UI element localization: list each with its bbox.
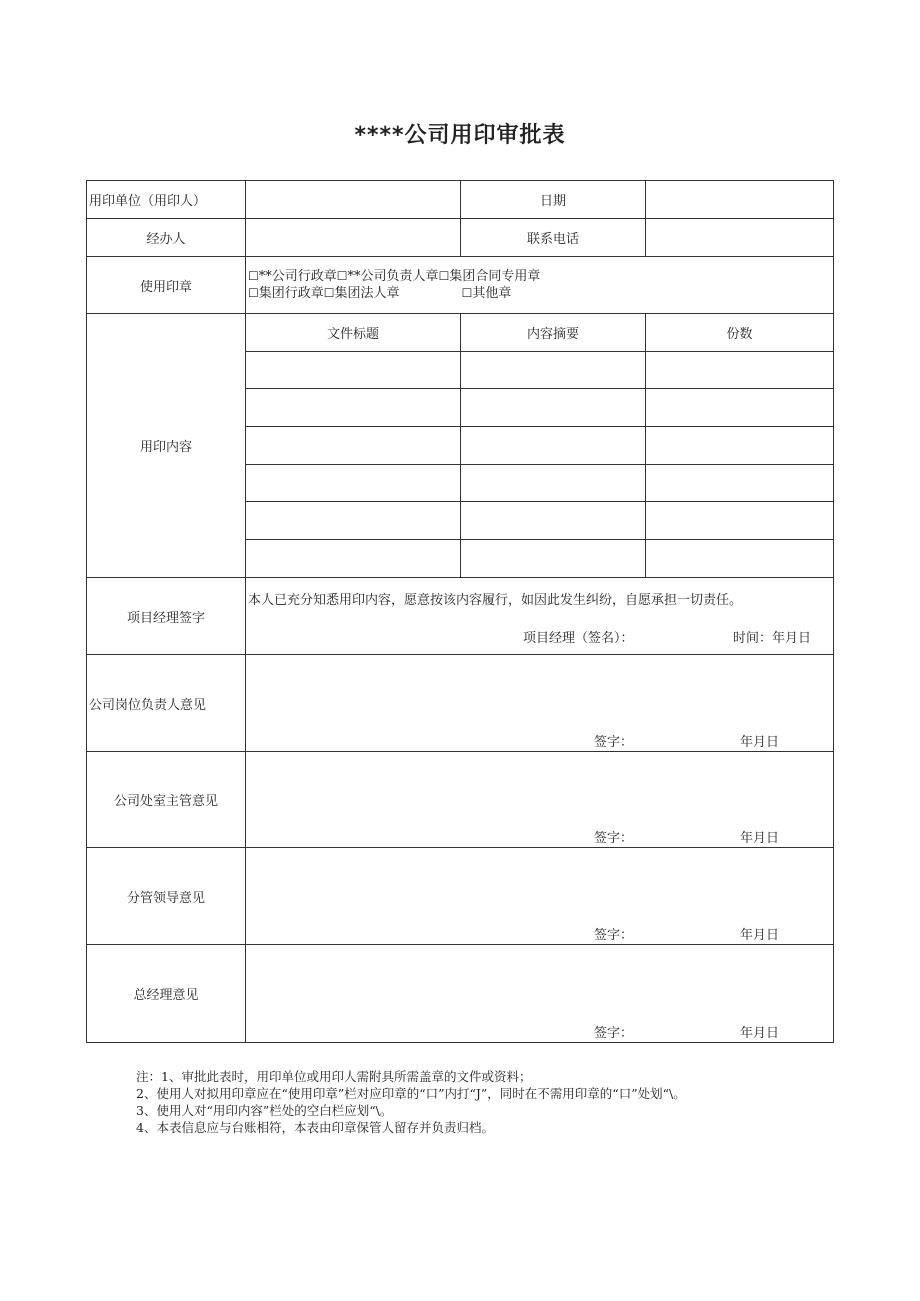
- opinion-field-vice-leader[interactable]: [246, 848, 834, 945]
- seal-label: 使用印章: [87, 257, 246, 314]
- signature-label: 签字：: [594, 735, 634, 750]
- content-header-copies: 份数: [646, 314, 834, 352]
- checkbox-icon[interactable]: ☐: [248, 269, 259, 283]
- checkbox-icon[interactable]: ☐: [438, 269, 450, 283]
- pm-signature-label: 项目经理签字: [87, 578, 246, 655]
- phone-label: 联系电话: [461, 219, 646, 257]
- signature-date: 年月日: [740, 735, 780, 750]
- handler-label: 经办人: [87, 219, 246, 257]
- seal-option-group-admin[interactable]: ☐集团行政章: [248, 286, 324, 301]
- opinion-field-office-head[interactable]: [246, 752, 834, 848]
- content-cell-copies[interactable]: [646, 389, 834, 427]
- seal-option-company-head[interactable]: ☐**公司负责人章: [336, 269, 439, 284]
- seal-option-other[interactable]: ☐其他章: [461, 286, 512, 301]
- seal-options: [246, 257, 834, 314]
- content-cell-copies[interactable]: [646, 502, 834, 540]
- opinion-label-general-manager: 总经理意见: [87, 945, 246, 1043]
- content-cell-summary[interactable]: [461, 465, 646, 502]
- handler-field[interactable]: [246, 219, 461, 257]
- content-header-title: 文件标题: [246, 314, 461, 352]
- note-line: 注：1、审批此表时，用印单位或用印人需附具所需盖章的文件或资料；: [136, 1069, 532, 1084]
- note-line: 2、使用人对拟用印章应在“使用印章”栏对应印章的“口”内打“J”，同时在不需用印章的“口”处划“\。: [136, 1086, 686, 1101]
- content-cell-title[interactable]: [246, 352, 461, 389]
- content-cell-title[interactable]: [246, 540, 461, 578]
- opinion-label-office-head: 公司处室主管意见: [87, 752, 246, 848]
- signature-date: 年月日: [740, 831, 780, 846]
- opinion-field-general-manager[interactable]: [246, 945, 834, 1043]
- content-label: 用印内容: [87, 314, 246, 578]
- note-line: 3、使用人对“用印内容”栏处的空白栏应划“\。: [136, 1103, 393, 1118]
- content-header-summary: 内容摘要: [461, 314, 646, 352]
- signature-date: 年月日: [740, 1026, 780, 1041]
- content-cell-title[interactable]: [246, 465, 461, 502]
- applicant-field[interactable]: [246, 181, 461, 219]
- pm-time-label: 时间：年月日: [733, 631, 812, 646]
- content-cell-summary[interactable]: [461, 389, 646, 427]
- signature-label: 签字：: [594, 831, 634, 846]
- opinion-field-post-head[interactable]: [246, 655, 834, 752]
- checkbox-icon[interactable]: ☐: [323, 286, 335, 300]
- checkbox-icon[interactable]: ☐: [336, 269, 348, 283]
- content-cell-summary[interactable]: [461, 502, 646, 540]
- opinion-label-vice-leader: 分管领导意见: [87, 848, 246, 945]
- seal-option-company-admin[interactable]: ☐**公司行政章: [248, 269, 337, 284]
- content-cell-summary[interactable]: [461, 427, 646, 465]
- signature-date: 年月日: [740, 928, 780, 943]
- phone-field[interactable]: [646, 219, 834, 257]
- content-cell-copies[interactable]: [646, 540, 834, 578]
- content-cell-summary[interactable]: [461, 352, 646, 389]
- content-cell-copies[interactable]: [646, 465, 834, 502]
- content-cell-copies[interactable]: [646, 427, 834, 465]
- pm-signature-cell[interactable]: [246, 578, 834, 655]
- opinion-label-post-head: 公司岗位负责人意见: [87, 655, 246, 752]
- pm-statement: 本人已充分知悉用印内容，愿意按该内容履行，如因此发生纠纷，自愿承担一切责任。: [248, 593, 743, 608]
- content-cell-copies[interactable]: [646, 352, 834, 389]
- content-cell-summary[interactable]: [461, 540, 646, 578]
- signature-label: 签字：: [594, 1026, 634, 1041]
- content-cell-title[interactable]: [246, 389, 461, 427]
- seal-option-group-legal[interactable]: ☐集团法人章: [323, 286, 400, 301]
- form-notes: [136, 1068, 836, 1136]
- checkbox-icon[interactable]: ☐: [248, 286, 259, 300]
- date-field[interactable]: [646, 181, 834, 219]
- content-cell-title[interactable]: [246, 502, 461, 540]
- note-line: 4、本表信息应与台账相符，本表由印章保管人留存并负责归档。: [136, 1120, 494, 1135]
- seal-approval-form: [86, 180, 834, 1043]
- signature-label: 签字：: [594, 928, 634, 943]
- checkbox-icon[interactable]: ☐: [461, 286, 473, 300]
- seal-option-group-contract[interactable]: ☐集团合同专用章: [438, 269, 541, 284]
- form-title: ****公司用印审批表: [354, 123, 566, 148]
- date-label: 日期: [461, 181, 646, 219]
- content-cell-title[interactable]: [246, 427, 461, 465]
- applicant-label: 用印单位（用印人）: [87, 181, 246, 219]
- pm-sign-label: 项目经理（签名）：: [523, 631, 634, 646]
